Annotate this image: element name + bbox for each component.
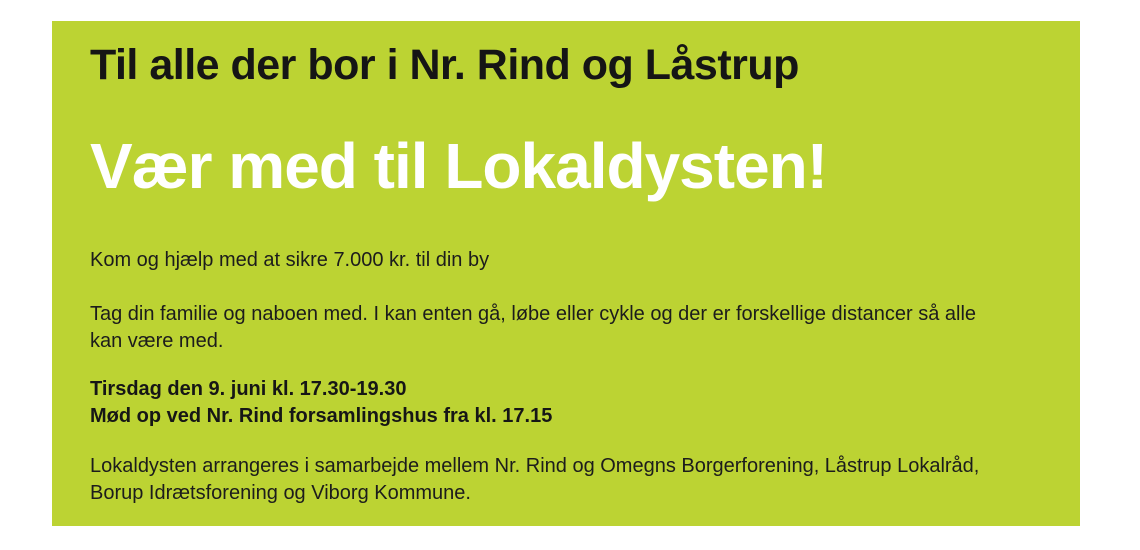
body-paragraph <box>90 301 1050 355</box>
body-paragraph-line-1: Tag din familie og naboen med. I kan enten gå, løbe eller cykle og der er forskellige distancer så alle <box>90 303 977 325</box>
schedule-line-2: Mød op ved Nr. Rind forsamlingshus fra kl. 17.15 <box>90 405 553 427</box>
flyer-headline: Vær med til Lokaldysten! <box>90 130 828 202</box>
organizers-paragraph <box>90 453 1050 507</box>
organizers-line-1: Lokaldysten arrangeres i samarbejde mellem Nr. Rind og Omegns Borgerforening, Låstrup Lokalråd, <box>90 455 980 477</box>
flyer-title: Til alle der bor i Nr. Rind og Låstrup <box>90 41 799 89</box>
flyer-poster <box>52 21 1080 526</box>
intro-line: Kom og hjælp med at sikre 7.000 kr. til din by <box>90 249 490 271</box>
schedule-paragraph <box>90 376 1050 430</box>
organizers-line-2: Borup Idrætsforening og Viborg Kommune. <box>90 482 471 504</box>
schedule-line-1: Tirsdag den 9. juni kl. 17.30-19.30 <box>90 378 407 400</box>
body-paragraph-line-2: kan være med. <box>90 330 224 352</box>
